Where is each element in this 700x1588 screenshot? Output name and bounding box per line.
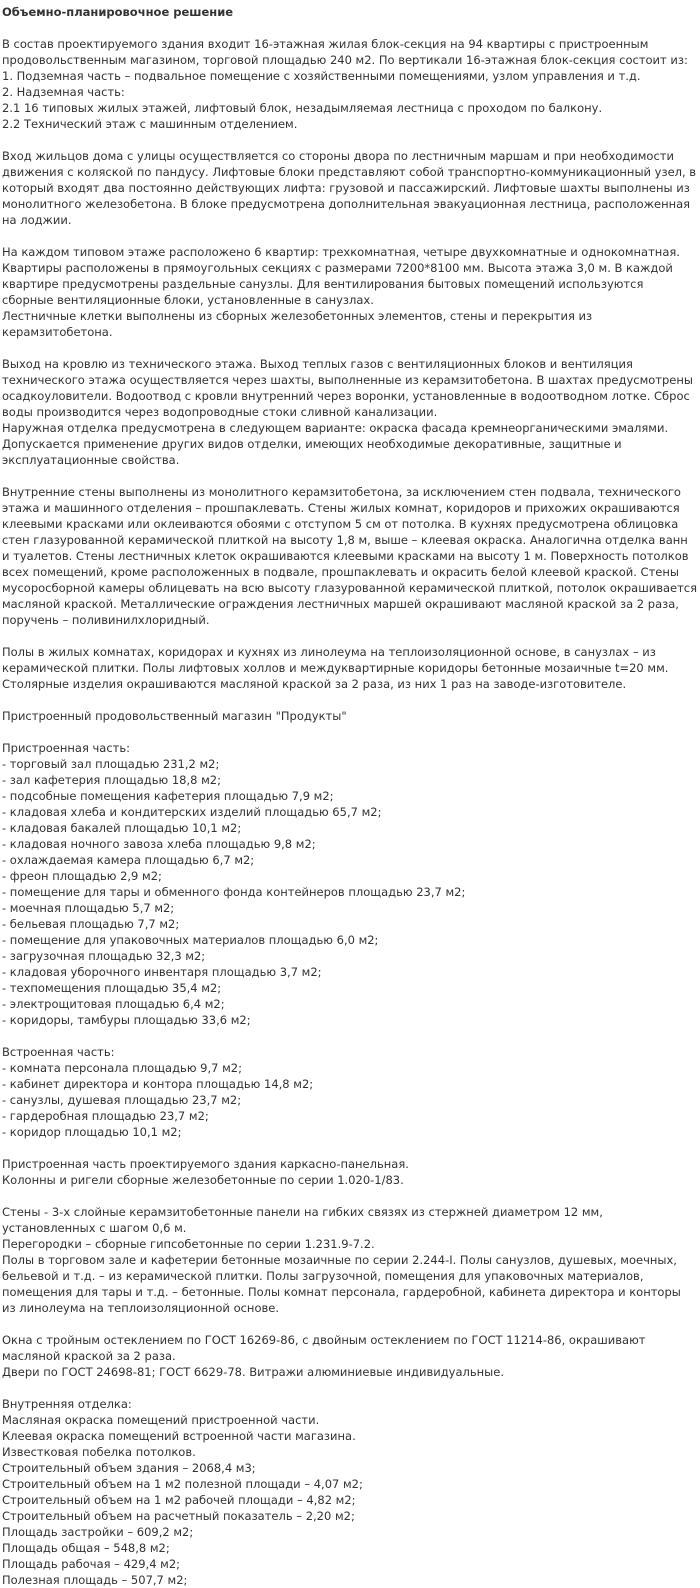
document (2, 4, 698, 1588)
paragraph-building-composition: В состав проектируемого здания входит 16-этажная жилая блок-секция на 94 квартиры с пристроенным продовольственным магазином, торговой площадью 240 м2. По вертикали 16-этажная блок-секция состоит из: 1. Подземная часть – подвальное помещение с хозяйственными помещениями, узлом управления и т.д. 2. Надземная часть: 2.1 16 типовых жилых этажей, лифтовый блок, незадымляемая лестница с проходом по балкону. 2.2 Технический этаж с машинным отделением. (2, 37, 688, 131)
paragraph-windows-doors: Окна с тройным остеклением по ГОСТ 16269-86, с двойным остеклением по ГОСТ 11214-86, окрашивают масляной краской за 2 раза. Двери по ГОСТ 24698-81; ГОСТ 6629-78. Витражи алюминиевые индивидуальные. (2, 1333, 646, 1379)
paragraph-floors: Полы в жилых комнатах, коридорах и кухнях из линолеума на теплоизоляционной основе, в санузлах – из керамической плитки. Полы лифтовых холлов и междуквартирные коридоры бетонные мозаичные t=20 мм. Столярные изделия окрашиваются масляной краской за 2 раза, из них 1 раз на заводе-изготовителе. (2, 645, 669, 691)
paragraph-roof-exterior: Выход на кровлю из технического этажа. Выход теплых газов с вентиляционных блоков и вентиляция технического этажа осуществляется через шахты, выполненные из керамзитобетона. В шахтах предусмотрены осадкоуловители. Водоотвод с кровли внутренний через воронки, установленные в водоотводном лотке. Сброс воды производится через водопроводные стоки сливной канализации. Наружная отделка предусмотрена в следующем варианте: окраска фасада кремнеорганическими эмалями. Допускается применение других видов отделки, имеющих необходимые декоративные, защитные и эксплуатационные свойства. (2, 357, 693, 467)
paragraph-built-in-part-list: Встроенная часть: - комната персонала площадью 9,7 м2; - кабинет директора и контора площадью 14,8 м2; - санузлы, душевая площадью 23,7 м2; - гардеробная площадью 23,7 м2; - коридор площадью 10,1 м2; (2, 1045, 314, 1139)
paragraph-walls-partitions-floors: Стены - 3-х слойные керамзитобетонные панели на гибких связях из стержней диаметром 12 мм, установленных с шагом 0,6 м. Перегородки – сборные гипсобетонные по серии 1.231.9-7.2. Полы в торговом зале и кафетерии бетонные мозаичные по серии 2.244-I. Полы санузлов, душевых, моечных, бельевой и т.д. – из керамической плитки. Полы загрузочной, помещения для упаковочных материалов, помещения для тары и т.д. – бетонные. Полы комнат персонала, гардеробной, кабинета директора и конторы из линолеума на теплоизоляционной основе. (2, 1205, 681, 1315)
document-title: Объемно-планировочное решение (2, 5, 234, 19)
paragraph-interior-walls: Внутренние стены выполнены из монолитного керамзитобетона, за исключением стен подвала, технического этажа и машинного отделения – прошпаклевать. Стены жилых комнат, коридоров и прихожих окрашиваются клеевыми красками или оклеиваются обоями с отступом 5 см от потолка. В кухнях предусмотрена облицовка стен глазурованной керамической плиткой на высоту 1,8 м, выше – клеевая окраска. Аналогична отделка ванн и туалетов. Стены лестничных клеток окрашиваются клеевыми красками на высоту 1 м. Поверхность потолков всех помещений, кроме расположенных в подвале, прошпаклевать и окрасить белой клеевой краской. Стены мусоросборной камеры облицевать на всю высоту глазурованной керамической плиткой, потолок окрашивается масляной краской. Металлические ограждения лестничных маршей окрашивают масляной краской за 2 раза, поручень – поливинилхлоридный. (2, 485, 698, 627)
paragraph-store-heading: Пристроенный продовольственный магазин "Продукты" (2, 709, 347, 723)
paragraph-frame-structure: Пристроенная часть проектируемого здания каркасно-панельная. Колонны и ригели сборные железобетонные по серии 1.020-1/83. (2, 1157, 409, 1187)
paragraph-entrance-elevators: Вход жильцов дома с улицы осуществляется со стороны двора по лестничным маршам и при необходимости движения с коляской по пандусу. Лифтовые блоки представляют собой транспортно-коммуникационный узел, в который входят два постоянно действующих лифта: грузовой и пассажирский. Лифтовые шахты выполнены из монолитного железобетона. В блоке предусмотрена дополнительная эвакуационная лестница, расположенная на лоджии. (2, 149, 697, 227)
paragraph-typical-floor: На каждом типовом этаже расположено 6 квартир: трехкомнатная, четыре двухкомнатные и однокомнатная. Квартиры расположены в прямоугольных секциях с размерами 7200*8100 мм. Высота этажа 3,0 м. В каждой квартире предусмотрены раздельные санузлы. Для вентилирования бытовых помещений используются сборные вентиляционные блоки, установленные в санузлах. Лестничные клетки выполнены из сборных железобетонных элементов, стены и перекрытия из керамзитобетона. (2, 245, 680, 339)
paragraph-attached-part-list: Пристроенная часть: - торговый зал площадью 231,2 м2; - зал кафетерия площадью 18,8 м2; - подсобные помещения кафетерия площадью 7,9 м2; - кладовая хлеба и кондитерских изделий площадью 65,7 м2; - кладовая бакалей площадью 10,1 м2; - кладовая ночного завоза хлеба площадью 9,8 м2; - охлаждаемая камера площадью 6,7 м2; - фреон площадью 2,9 м2; - помещение для тары и обменного фонда контейнеров площадью 23,7 м2; - моечная площадью 5,7 м2; - бельевая площадью 7,7 м2; - помещение для упаковочных материалов площадью 6,0 м2; - загрузочная площадью 32,3 м2; - кладовая уборочного инвентаря площадью 3,7 м2; - техпомещения площадью 35,4 м2; - электрощитовая площадью 6,4 м2; - коридоры, тамбуры площадью 33,6 м2; (2, 741, 466, 1027)
paragraph-interior-finish-indicators: Внутренняя отделка: Масляная окраска помещений пристроенной части. Клеевая окраска помещений встроенной части магазина. Известковая побелка потолков. Строительный объем здания – 2068,4 м3; Строительный объем на 1 м2 полезной площади – 4,07 м2; Строительный объем на 1 м2 рабочей площади – 4,82 м2; Строительный объем на расчетный показатель – 2,20 м2; Площадь застройки – 609,2 м2; Площадь общая – 548,8 м2; Площадь рабочая – 429,4 м2; Полезная площадь – 507,7 м2; (2, 1397, 363, 1587)
